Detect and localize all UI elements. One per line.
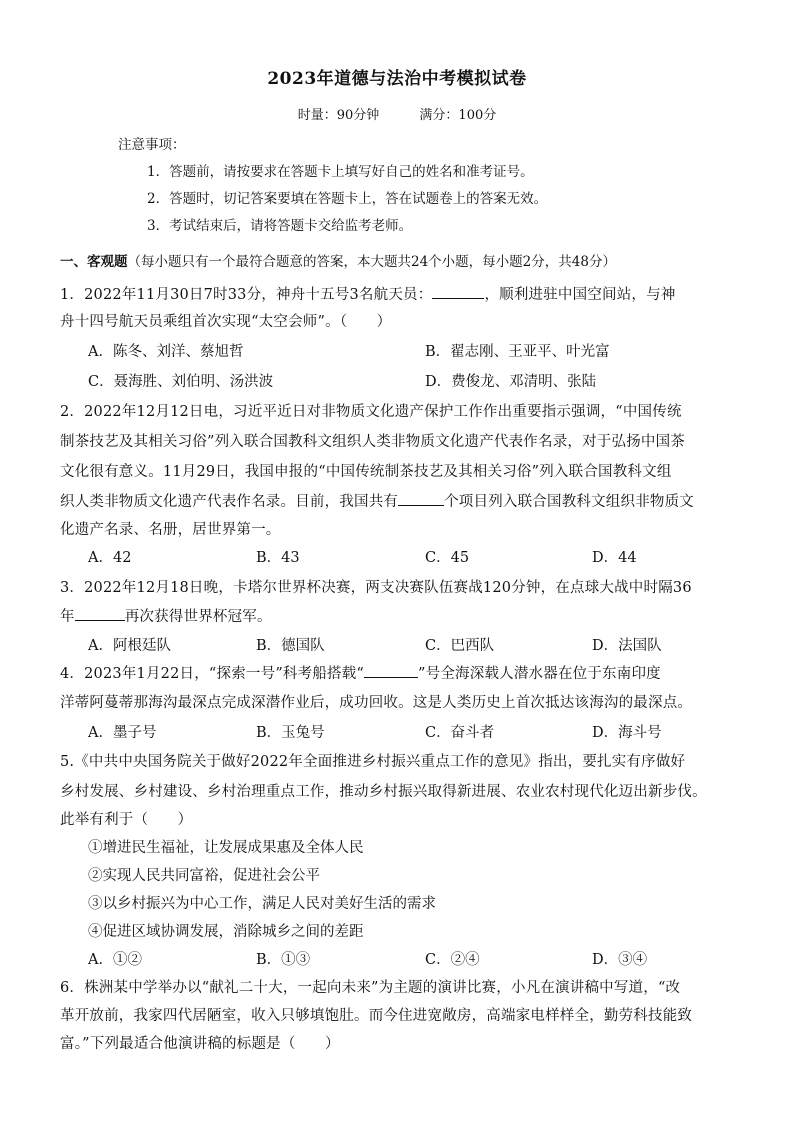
question-2-line (60, 490, 750, 511)
question-6-line: 6．株洲某中学举办以“献礼二十大，一起向未来”为主题的演讲比赛，小凡在演讲稿中写道，“改 (60, 980, 681, 996)
question-2-line: 2．2022年12月12日电，习近平近日对非物质文化遗产保护工作作出重要指示强调，“中国传统 (60, 404, 682, 420)
option-a: A．①② (88, 952, 142, 968)
question-3-line: 3．2022年12月18日晚，卡塔尔世界杯决赛，两支决赛队伍赛战120分钟，在点球大战中时隔36 (60, 580, 692, 596)
option-b: B．玉兔号 (256, 725, 325, 741)
option-c: C．巴西队 (425, 638, 495, 654)
question-text: ”号全海深载人潜水器在位于东南印度 (418, 666, 661, 682)
question-2-line: 文化很有意义。11月29日，我国申报的“中国传统制茶技艺及其相关习俗”列入联合国教科文组 (60, 464, 672, 480)
statement-item: ①增进民生福祉，让发展成果惠及全体人民 (88, 840, 364, 856)
option-b: B．①③ (256, 952, 311, 968)
option-b: B．43 (256, 550, 300, 566)
option-c: C．45 (425, 550, 470, 566)
option-a: A．墨子号 (88, 725, 157, 741)
section-label: 一、客观题 (60, 254, 128, 270)
option-a: A．陈冬、刘洋、蔡旭哲 (88, 344, 244, 360)
option-d: D．法国队 (592, 638, 662, 654)
question-2-line: 制茶技艺及其相关习俗”列入联合国教科文组织人类非物质文化遗产代表作名录，对于弘扬中国茶 (60, 434, 686, 450)
question-2-line: 化遗产名录、名册，居世界第一。 (60, 522, 281, 538)
question-text: 4．2023年1月22日，“探索一号”科考船搭载“ (60, 666, 365, 682)
option-b: B．翟志刚、王亚平、叶光富 (425, 344, 610, 360)
answer-blank (432, 284, 484, 299)
full-score: 满分：100分 (419, 108, 497, 123)
option-a: A．42 (88, 550, 132, 566)
question-4-line (60, 662, 750, 683)
question-6-line: 富。”下列最适合他演讲稿的标题是（ ） (60, 1036, 340, 1052)
answer-blank (364, 663, 418, 678)
question-5-line: 此举有利于（ ） (60, 812, 193, 828)
option-c: C．聂海胜、刘伯明、汤洪波 (88, 374, 274, 390)
answer-blank (398, 491, 444, 506)
question-text: ，顺利进驻中国空间站，与神 (484, 287, 676, 303)
option-b: B．德国队 (256, 638, 325, 654)
page-title: 2023年道德与法治中考模拟试卷 (267, 69, 527, 89)
option-d: D．44 (592, 550, 637, 566)
question-text: 1．2022年11月30日7时33分，神舟十五号3名航天员： (60, 287, 433, 303)
question-text: 年 (60, 609, 75, 625)
option-a: A．阿根廷队 (88, 638, 171, 654)
question-5-line: 5.《中共中央国务院关于做好2022年全面推进乡村振兴重点工作的意见》指出，要扎实有序做好 (60, 754, 686, 770)
question-1-line: 舟十四号航天员乘组首次实现“太空会师”。（ ） (60, 314, 392, 330)
note-item: 2．答题时，切记答案要填在答题卡上，答在试题卷上的答案无效。 (147, 191, 548, 207)
question-text: 织人类非物质文化遗产代表作名录。目前，我国共有 (60, 494, 399, 510)
option-d: D．费俊龙、邓清明、张陆 (425, 374, 597, 390)
note-item: 3．考试结束后，请将答题卡交给监考老师。 (147, 218, 413, 234)
question-text: 再次获得世界杯冠军。 (124, 609, 272, 625)
statement-item: ②实现人民共同富裕，促进社会公平 (88, 868, 320, 884)
question-1-line (60, 283, 750, 304)
answer-blank (75, 606, 125, 621)
statement-item: ③以乡村振兴为中心工作，满足人民对美好生活的需求 (88, 896, 436, 912)
option-c: C．②④ (425, 952, 480, 968)
option-d: D．海斗号 (592, 725, 662, 741)
exam-meta (0, 104, 794, 123)
statement-item: ④促进区域协调发展，消除城乡之间的差距 (88, 924, 364, 940)
question-5-line: 乡村发展、乡村建设、乡村治理重点工作，推动乡村振兴取得新进展、农业农村现代化迈出新步伐。 (60, 784, 707, 800)
section-instruction: （每小题只有一个最符合题意的答案，本大题共24个小题，每小题2分，共48分） (127, 254, 616, 270)
exam-time: 时量：90分钟 (297, 108, 380, 123)
option-c: C．奋斗者 (425, 725, 495, 741)
section-heading (60, 250, 616, 270)
notes-heading: 注意事项： (118, 137, 186, 153)
question-text: 个项目列入联合国教科文组织非物质文 (444, 494, 695, 510)
question-4-line: 洋蒂阿蔓蒂那海沟最深点完成深潜作业后，成功回收。这是人类历史上首次抵达该海沟的最深点。 (60, 695, 693, 711)
question-3-line (60, 605, 750, 626)
question-6-line: 革开放前，我家四代居陋室，收入只够填饱肚。而今住进宽敞房，高端家电样样全，勤劳科技能致 (60, 1008, 693, 1024)
option-d: D．③④ (592, 952, 648, 968)
note-item: 1．答题前，请按要求在答题卡上填写好自己的姓名和准考证号。 (147, 164, 534, 180)
